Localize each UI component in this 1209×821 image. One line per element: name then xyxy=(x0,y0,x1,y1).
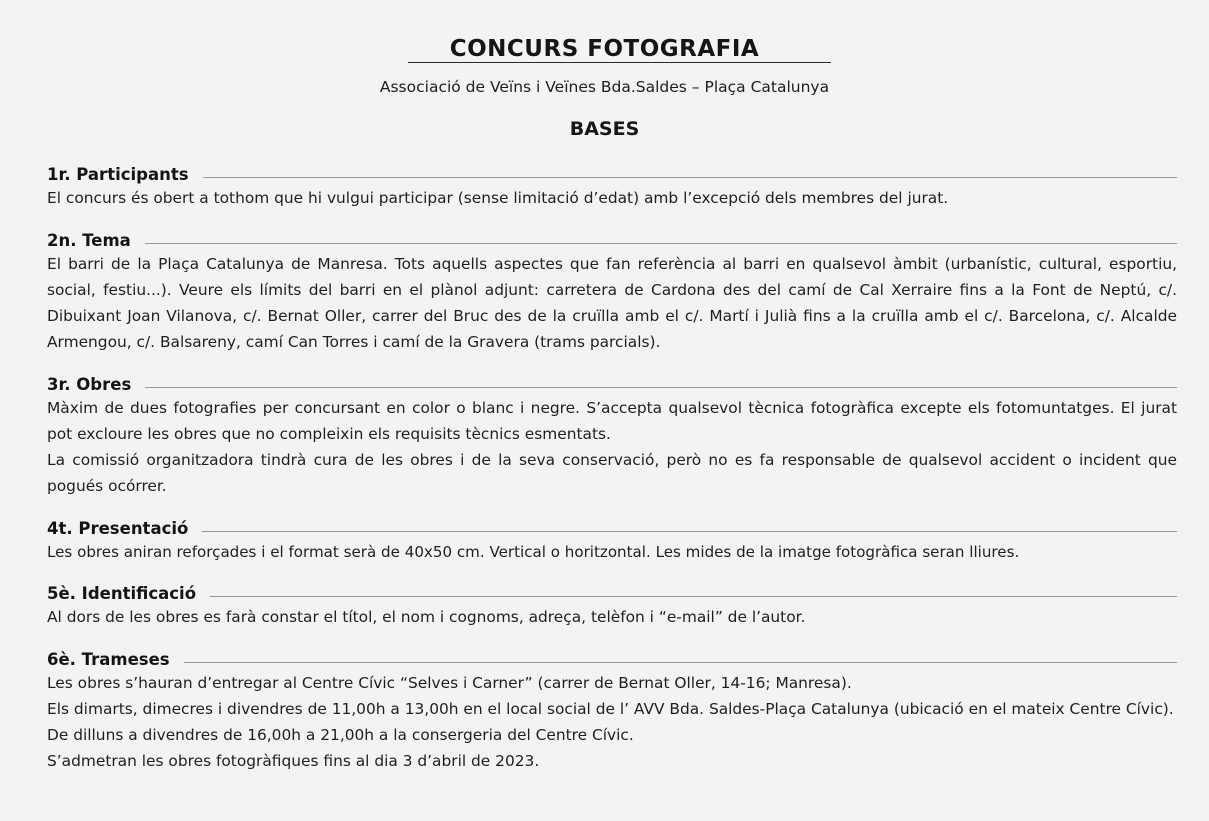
section-rule xyxy=(203,177,1177,178)
section-header xyxy=(47,229,1177,251)
section-paragraph: Les obres aniran reforçades i el format serà de 40x50 cm. Vertical o horitzontal. Les mides de la imatge fotogràfica seran lliures. xyxy=(47,543,1020,561)
section-header xyxy=(47,163,1177,185)
section-paragraph: Els dimarts, dimecres i divendres de 11,00h a 13,00h en el local social de l’ AVV Bda. Saldes-Plaça Catalunya (ubicació en el mateix Centre Cívic). xyxy=(47,700,1174,718)
section-paragraph: La comissió organitzadora tindrà cura de les obres i de la seva conservació, però no es fa responsable de qualsevol accident o incident que pogués ocórrer. xyxy=(47,451,1177,495)
title-block xyxy=(0,36,1209,62)
section-paragraph: El barri de la Plaça Catalunya de Manresa. Tots aquells aspectes que fan referència al barri en qualsevol àmbit (urbanístic, cultural, esportiu, social, festiu...). Veure els límits del barri en el plànol adjunt: carretera de Cardona des del camí de Cal Xerraire fins a la Font de Neptú, c/. Dibuixant Joan Vilanova, c/. Bernat Oller, carrer del Bruc des de la cruïlla amb el c/. Martí i Julià fins a la cruïlla amb el c/. Barcelona, c/. Alcalde Armengou, c/. Balsareny, camí Can Torres i camí de la Gravera (trams parcials). xyxy=(47,255,1177,351)
section-title: 5è. Identificació xyxy=(47,583,197,603)
section-paragraph: Al dors de les obres es farà constar el títol, el nom i cognoms, adreça, telèfon i “e-mail” de l’autor. xyxy=(47,608,806,626)
section-rule xyxy=(145,243,1177,244)
section-rule xyxy=(210,596,1177,597)
section-header xyxy=(47,373,1177,395)
section-tema xyxy=(47,229,1177,355)
section-obres xyxy=(47,373,1177,499)
section-identificacio xyxy=(47,582,1177,630)
section-paragraph: Les obres s’hauran d’entregar al Centre Cívic “Selves i Carner” (carrer de Bernat Oller, 14-16; Manresa). xyxy=(47,674,852,692)
section-rule xyxy=(202,531,1177,532)
title-underline xyxy=(408,62,831,63)
section-title: 2n. Tema xyxy=(47,230,131,250)
section-paragraph: Màxim de dues fotografies per concursant en color o blanc i negre. S’accepta qualsevol tècnica fotogràfica excepte els fotomuntatges. El jurat pot excloure les obres que no compleixin els requisits tècnics esmentats. xyxy=(47,399,1177,443)
section-header xyxy=(47,517,1177,539)
bases-heading: BASES xyxy=(569,118,640,140)
section-title: 3r. Obres xyxy=(47,374,132,394)
section-rule xyxy=(184,662,1177,663)
section-title: 4t. Presentació xyxy=(47,518,189,538)
section-participants xyxy=(47,163,1177,211)
section-header xyxy=(47,582,1177,604)
section-title: 6è. Trameses xyxy=(47,649,170,669)
section-paragraph: El concurs és obert a tothom que hi vulgui participar (sense limitació d’edat) amb l’excepció dels membres del jurat. xyxy=(47,189,949,207)
section-paragraph: De dilluns a divendres de 16,00h a 21,00h a la consergeria del Centre Cívic. xyxy=(47,726,634,744)
section-header xyxy=(47,648,1177,670)
section-paragraph: S’admetran les obres fotogràfiques fins al dia 3 d’abril de 2023. xyxy=(47,752,540,770)
section-title: 1r. Participants xyxy=(47,164,189,184)
section-rule xyxy=(145,387,1177,388)
page-title: CONCURS FOTOGRAFIA xyxy=(449,36,760,62)
subtitle: Associació de Veïns i Veïnes Bda.Saldes – Plaça Catalunya xyxy=(379,78,830,96)
section-trameses xyxy=(47,648,1177,774)
section-presentacio xyxy=(47,517,1177,565)
